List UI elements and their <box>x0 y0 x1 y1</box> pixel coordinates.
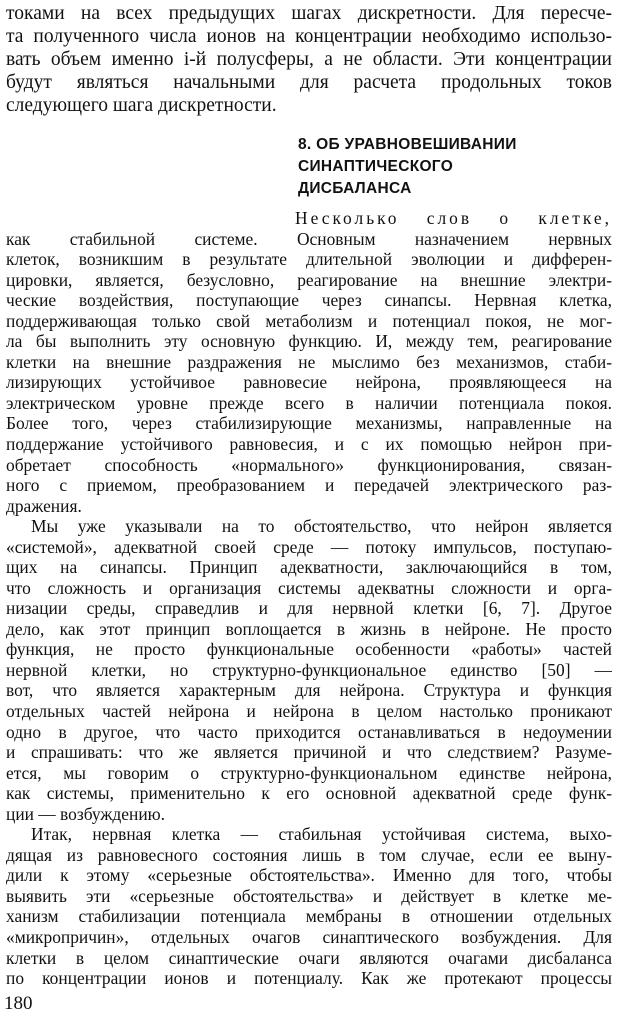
text-line: вать объем именно i-й полусферы, а не области. Эти концентрации <box>6 49 612 70</box>
text-line: ла бы выполнить эту основную функцию. И, между тем, реагирование <box>6 331 612 352</box>
text-line: электрическом уровне прежде всего в наличии потенциала покоя. <box>6 392 612 413</box>
text-line: та полученного числа ионов на концентрации необходимо использо- <box>6 26 612 47</box>
text-line: отдельных частей нейрона и нейрона в целом настолько проникают <box>6 701 612 721</box>
text-line: поддерживающая только свой метаболизм и потенциал покоя, не мог- <box>6 310 612 331</box>
text-line: Несколько слов о клетке, <box>295 208 612 228</box>
text-line: Мы уже указывали на то обстоятельство, что нейрон является <box>31 516 612 537</box>
text-line: выявить эти «серьезные обстоятельства» и действует в клетке ме- <box>6 885 612 906</box>
text-line: поддержание устойчивого равновесия, и с их помощью нейрон при- <box>6 433 612 454</box>
text-line: как системы, применительно к его основной адекватной среде функ- <box>6 783 612 804</box>
text-line: цировки, является, безусловно, реагирование на внешние электри- <box>6 269 612 290</box>
heading-line: ДИСБАЛАНСА <box>298 180 412 197</box>
text-line: дражения. <box>6 495 82 516</box>
text-line: ханизм стабилизации потенциала мембраны в отношении отдельных <box>6 906 612 927</box>
text-line: нервной клетки, но структурно-функциональное единство [50] — <box>6 659 612 680</box>
text-line: «микропричин», отдельных очагов синаптического возбуждения. Для <box>6 926 612 947</box>
text-line: обретает способность «нормального» функционирования, связан- <box>6 454 612 475</box>
text-line: вот, что является характерным для нейрона. Структура и функция <box>6 680 612 701</box>
text-line: что сложность и организация системы адекватны сложности и орга- <box>6 577 612 598</box>
heading-line: СИНАПТИЧЕСКОГО <box>298 158 454 175</box>
text-line: дящая из равновесного состояния лишь в том случае, если ее выну- <box>6 844 612 865</box>
text-line: функция, не просто функциональные особенности «работы» частей <box>6 639 612 660</box>
text-line: ется, мы говорим о структурно-функциональном единстве нейрона, <box>6 762 612 783</box>
text-line: ческие воздействия, поступающие через синапсы. Нервная клетка, <box>6 290 612 311</box>
text-line: клетки на внешние раздражения не мыслимо без механизмов, стаби- <box>6 351 612 372</box>
page-number: 180 <box>4 993 33 1014</box>
text-line: по концентрации ионов и потенциалу. Как же протекают процессы <box>6 968 612 988</box>
text-line: низации среды, справедлив и для нервной клетки [6, 7]. Другое <box>6 598 612 619</box>
text-line: дело, как этот принцип воплощается в жизнь в нейроне. Не просто <box>6 618 612 639</box>
text-line: Более того, через стабилизирующие механизмы, направленные на <box>6 413 612 434</box>
text-line: «системой», адекватной своей среде — потоку импульсов, поступаю- <box>6 536 612 557</box>
text-line: токами на всех предыдущих шагах дискретности. Для пересче- <box>6 3 612 24</box>
text-line: ции — возбуждению. <box>6 803 165 824</box>
text-line: будут являться начальными для расчета продольных токов <box>6 72 612 93</box>
text-line: одно в другое, что часто приходится останавливаться в недоумении <box>6 721 612 742</box>
text-line: следующего шага дискретности. <box>6 95 277 116</box>
heading-line: 8. ОБ УРАВНОВЕШИВАНИИ <box>298 136 517 153</box>
text-line: клеток, возникшим в результате длительной эволюции и дифферен- <box>6 249 612 270</box>
text-line: ного с приемом, преобразованием и передачей электрического раз- <box>6 475 612 495</box>
text-line: лизирующих устойчивое равновесие нейрона, проявляющееся на <box>6 372 612 393</box>
text-line: Итак, нервная клетка — стабильная устойчивая система, выхо- <box>31 824 612 845</box>
text-line: и спрашивать: что же является причиной и что следствием? Разуме- <box>6 742 612 763</box>
text-line: дили к этому «серьезные обстоятельства». Именно для того, чтобы <box>6 865 612 886</box>
text-line: как стабильной системе. Основным назначением нервных <box>6 228 612 249</box>
text-line: щих на синапсы. Принцип адекватности, заключающийся в том, <box>6 557 612 578</box>
text-line: клетки в целом синаптические очаги являются очагами дисбаланса <box>6 947 612 968</box>
